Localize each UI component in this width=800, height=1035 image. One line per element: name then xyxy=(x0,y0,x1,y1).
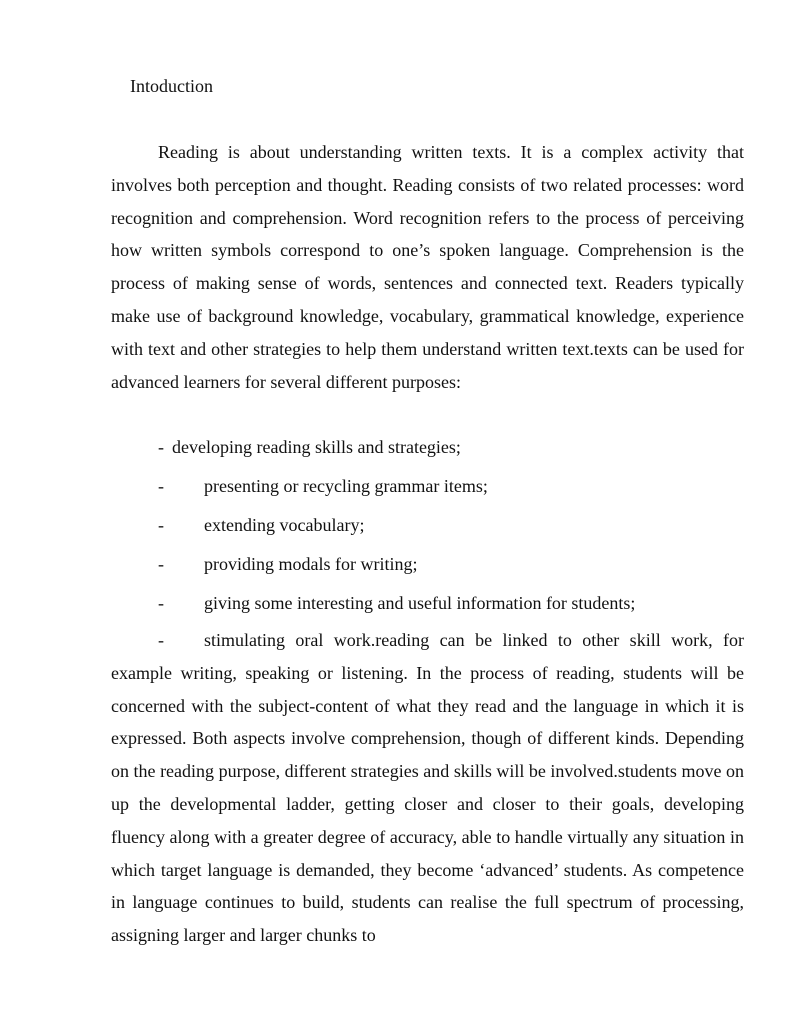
body-paragraph-1: Reading is about understanding written texts. It is a complex activity that involves both perception and thought. Reading consists of two related processes: word recognition and comprehension. Word recognition refers to the process of perceiving how written symbols correspond to one’s spoken language. Comprehension is the process of making sense of words, sentences and connected text. Readers typically make use of background knowledge, vocabulary, grammatical knowledge, experience with text and other strategies to help them understand written text.texts can be used for advanced learners for several different purposes: xyxy=(111,142,744,392)
list-dash: - xyxy=(158,437,164,457)
list-item-text: giving some interesting and useful information for students; xyxy=(204,593,636,613)
list-item-text: presenting or recycling grammar items; xyxy=(204,476,488,496)
list-dash: - xyxy=(158,630,164,650)
body-paragraph-2-text: stimulating oral work.reading can be linked to other skill work, for example writing, speaking or listening. In the process of reading, students will be concerned with the subject-content of what they read and the language in which it is expressed. Both aspects involve comprehension, though of different kinds. Depending on the reading purpose, different strategies and skills will be involved.students move on up the developmental ladder, getting closer and closer to their goals, developing fluency along with a greater degree of accuracy, able to handle virtually any situation in which target language is demanded, they become ‘advanced’ students. As competence in language continues to build, students can realise the full spectrum of processing, assigning larger and larger chunks to xyxy=(111,630,744,946)
list-item-text: extending vocabulary; xyxy=(204,515,365,535)
list-dash: - xyxy=(158,476,164,496)
list-dash: - xyxy=(158,554,164,574)
list-dash: - xyxy=(158,593,164,613)
body-paragraph-2 xyxy=(111,624,744,952)
list-item-text: developing reading skills and strategies; xyxy=(172,437,461,457)
list-dash: - xyxy=(158,515,164,535)
list-item-text: providing modals for writing; xyxy=(204,554,418,574)
section-heading: Intoduction xyxy=(130,76,213,96)
